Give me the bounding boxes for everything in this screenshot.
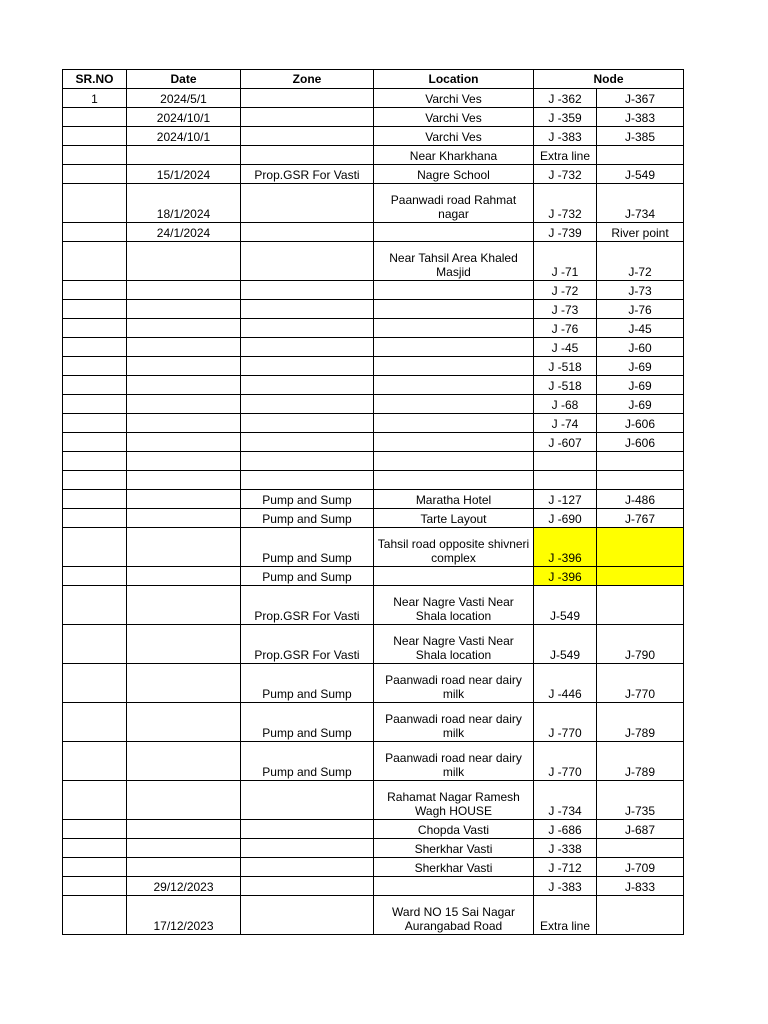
node-from-cell: J -362	[534, 89, 597, 108]
node-from-cell: J -732	[534, 184, 597, 223]
table-row	[63, 414, 684, 433]
node-to-cell: J-383	[597, 108, 684, 127]
sr-no-cell	[63, 223, 127, 242]
sr-no-cell	[63, 319, 127, 338]
node-from-cell: J -734	[534, 781, 597, 820]
zone-cell	[241, 242, 374, 281]
sr-no-cell: 1	[63, 89, 127, 108]
node-to-cell: J-790	[597, 625, 684, 664]
location-cell: Varchi Ves	[374, 108, 534, 127]
sr-no-cell	[63, 184, 127, 223]
location-cell	[374, 357, 534, 376]
node-from-cell: J -127	[534, 490, 597, 509]
table-row	[63, 664, 684, 703]
location-cell: Nagre School	[374, 165, 534, 184]
zone-cell: Prop.GSR For Vasti	[241, 586, 374, 625]
sr-no-cell	[63, 586, 127, 625]
node-to-cell	[597, 896, 684, 935]
location-cell	[374, 281, 534, 300]
table-row	[63, 242, 684, 281]
sr-no-cell	[63, 433, 127, 452]
table-row	[63, 89, 684, 108]
zone-cell	[241, 452, 374, 471]
table-row	[63, 742, 684, 781]
zone-cell	[241, 896, 374, 935]
table-row	[63, 165, 684, 184]
date-cell: 2024/10/1	[127, 108, 241, 127]
date-cell: 18/1/2024	[127, 184, 241, 223]
location-cell	[374, 300, 534, 319]
node-from-cell: J -68	[534, 395, 597, 414]
sr-no-cell	[63, 490, 127, 509]
node-from-cell: J -396	[534, 528, 597, 567]
sr-no-cell	[63, 567, 127, 586]
zone-cell	[241, 223, 374, 242]
node-from-cell: J -338	[534, 839, 597, 858]
date-cell	[127, 839, 241, 858]
location-cell: Sherkhar Vasti	[374, 839, 534, 858]
location-cell: Varchi Ves	[374, 127, 534, 146]
node-to-cell	[597, 528, 684, 567]
node-from-cell: J -518	[534, 357, 597, 376]
zone-cell	[241, 376, 374, 395]
sr-no-cell	[63, 146, 127, 165]
node-from-cell: J -732	[534, 165, 597, 184]
zone-cell: Prop.GSR For Vasti	[241, 625, 374, 664]
node-from-cell: J -770	[534, 703, 597, 742]
zone-cell	[241, 820, 374, 839]
node-to-cell	[597, 452, 684, 471]
zone-cell	[241, 839, 374, 858]
zone-cell	[241, 300, 374, 319]
location-cell	[374, 567, 534, 586]
sr-no-cell	[63, 395, 127, 414]
table-row	[63, 781, 684, 820]
location-cell: Near Nagre Vasti Near Shala location	[374, 586, 534, 625]
table-row	[63, 223, 684, 242]
header-row	[63, 70, 684, 89]
location-cell: Ward NO 15 Sai Nagar Aurangabad Road	[374, 896, 534, 935]
sr-no-cell	[63, 839, 127, 858]
node-from-cell: J -72	[534, 281, 597, 300]
table-row	[63, 528, 684, 567]
table-row	[63, 625, 684, 664]
sr-no-cell	[63, 664, 127, 703]
node-from-cell: J -76	[534, 319, 597, 338]
table-row	[63, 357, 684, 376]
location-cell: Near Kharkhana	[374, 146, 534, 165]
location-cell: Varchi Ves	[374, 89, 534, 108]
location-cell: Paanwadi road near dairy milk	[374, 742, 534, 781]
sr-no-cell	[63, 108, 127, 127]
date-cell	[127, 146, 241, 165]
zone-cell: Pump and Sump	[241, 703, 374, 742]
zone-cell	[241, 357, 374, 376]
node-to-cell: J-734	[597, 184, 684, 223]
sr-no-cell	[63, 820, 127, 839]
date-cell	[127, 414, 241, 433]
date-cell	[127, 509, 241, 528]
date-cell	[127, 376, 241, 395]
location-cell	[374, 319, 534, 338]
table-row	[63, 184, 684, 223]
zone-cell: Pump and Sump	[241, 567, 374, 586]
location-cell	[374, 223, 534, 242]
node-to-cell	[597, 839, 684, 858]
table-row	[63, 703, 684, 742]
zone-cell	[241, 414, 374, 433]
date-cell	[127, 242, 241, 281]
sr-no-cell	[63, 781, 127, 820]
zone-cell	[241, 781, 374, 820]
node-from-cell: J -686	[534, 820, 597, 839]
node-to-cell: J-833	[597, 877, 684, 896]
date-cell	[127, 567, 241, 586]
sr-no-cell	[63, 877, 127, 896]
sr-no-cell	[63, 127, 127, 146]
node-from-cell: J -739	[534, 223, 597, 242]
node-from-cell: J -770	[534, 742, 597, 781]
header-node: Node	[534, 70, 684, 89]
date-cell	[127, 319, 241, 338]
table-row	[63, 877, 684, 896]
location-cell	[374, 376, 534, 395]
node-to-cell: J-69	[597, 376, 684, 395]
node-to-cell: J-735	[597, 781, 684, 820]
table-row	[63, 858, 684, 877]
node-to-cell: J-709	[597, 858, 684, 877]
date-cell: 24/1/2024	[127, 223, 241, 242]
table-row	[63, 108, 684, 127]
zone-cell	[241, 281, 374, 300]
date-cell	[127, 357, 241, 376]
location-cell: Maratha Hotel	[374, 490, 534, 509]
sr-no-cell	[63, 376, 127, 395]
node-from-cell: J -518	[534, 376, 597, 395]
table-row	[63, 820, 684, 839]
sr-no-cell	[63, 858, 127, 877]
date-cell	[127, 781, 241, 820]
table-row	[63, 300, 684, 319]
node-from-cell: J-549	[534, 625, 597, 664]
table-row	[63, 490, 684, 509]
table-row	[63, 319, 684, 338]
zone-cell: Pump and Sump	[241, 664, 374, 703]
sr-no-cell	[63, 242, 127, 281]
sr-no-cell	[63, 742, 127, 781]
date-cell	[127, 395, 241, 414]
node-from-cell: J -396	[534, 567, 597, 586]
location-cell: Paanwadi road near dairy milk	[374, 703, 534, 742]
location-cell	[374, 471, 534, 490]
sr-no-cell	[63, 703, 127, 742]
sr-no-cell	[63, 357, 127, 376]
node-from-cell: J -71	[534, 242, 597, 281]
date-cell	[127, 300, 241, 319]
sr-no-cell	[63, 528, 127, 567]
node-from-cell	[534, 452, 597, 471]
table-row	[63, 567, 684, 586]
zone-cell	[241, 858, 374, 877]
zone-cell	[241, 395, 374, 414]
sr-no-cell	[63, 625, 127, 664]
table-row	[63, 146, 684, 165]
date-cell	[127, 586, 241, 625]
sr-no-cell	[63, 281, 127, 300]
date-cell	[127, 433, 241, 452]
node-to-cell	[597, 471, 684, 490]
node-to-cell	[597, 146, 684, 165]
table-row	[63, 896, 684, 935]
date-cell	[127, 703, 241, 742]
node-to-cell: J-45	[597, 319, 684, 338]
zone-cell	[241, 319, 374, 338]
node-from-cell: J -45	[534, 338, 597, 357]
date-cell	[127, 664, 241, 703]
table-row	[63, 433, 684, 452]
location-cell: Rahamat Nagar Ramesh Wagh HOUSE	[374, 781, 534, 820]
node-from-cell: J -446	[534, 664, 597, 703]
zone-cell	[241, 433, 374, 452]
table-row	[63, 281, 684, 300]
date-cell: 2024/5/1	[127, 89, 241, 108]
location-cell	[374, 395, 534, 414]
table-row	[63, 839, 684, 858]
location-cell	[374, 877, 534, 896]
date-cell	[127, 528, 241, 567]
location-cell: Tahsil road opposite shivneri complex	[374, 528, 534, 567]
zone-cell: Pump and Sump	[241, 742, 374, 781]
zone-cell: Pump and Sump	[241, 490, 374, 509]
zone-cell: Pump and Sump	[241, 528, 374, 567]
node-to-cell: J-687	[597, 820, 684, 839]
sr-no-cell	[63, 414, 127, 433]
date-cell	[127, 625, 241, 664]
sr-no-cell	[63, 165, 127, 184]
location-cell	[374, 414, 534, 433]
date-cell	[127, 471, 241, 490]
sr-no-cell	[63, 896, 127, 935]
sr-no-cell	[63, 509, 127, 528]
zone-cell	[241, 127, 374, 146]
node-to-cell: J-549	[597, 165, 684, 184]
node-to-cell: J-789	[597, 703, 684, 742]
node-from-cell: J -690	[534, 509, 597, 528]
header-sr-no: SR.NO	[63, 70, 127, 89]
location-cell: Near Tahsil Area Khaled Masjid	[374, 242, 534, 281]
location-cell	[374, 338, 534, 357]
node-from-cell: Extra line	[534, 146, 597, 165]
node-from-cell: J -73	[534, 300, 597, 319]
table-row	[63, 127, 684, 146]
table-row	[63, 586, 684, 625]
date-cell: 2024/10/1	[127, 127, 241, 146]
date-cell	[127, 452, 241, 471]
date-cell	[127, 490, 241, 509]
zone-cell: Pump and Sump	[241, 509, 374, 528]
location-cell: Paanwadi road near dairy milk	[374, 664, 534, 703]
location-cell: Sherkhar Vasti	[374, 858, 534, 877]
node-to-cell: J-72	[597, 242, 684, 281]
date-cell: 29/12/2023	[127, 877, 241, 896]
node-to-cell: J-60	[597, 338, 684, 357]
node-to-cell: J-770	[597, 664, 684, 703]
location-cell	[374, 452, 534, 471]
sr-no-cell	[63, 300, 127, 319]
header-zone: Zone	[241, 70, 374, 89]
header-location: Location	[374, 70, 534, 89]
node-to-cell: J-486	[597, 490, 684, 509]
node-from-cell: J -383	[534, 877, 597, 896]
sr-no-cell	[63, 338, 127, 357]
zone-cell	[241, 89, 374, 108]
node-to-cell: J-76	[597, 300, 684, 319]
node-to-cell	[597, 567, 684, 586]
sr-no-cell	[63, 452, 127, 471]
node-from-cell: J -712	[534, 858, 597, 877]
zone-cell: Prop.GSR For Vasti	[241, 165, 374, 184]
zone-cell	[241, 108, 374, 127]
node-to-cell: J-606	[597, 433, 684, 452]
node-to-cell: J-73	[597, 281, 684, 300]
node-from-cell: J-549	[534, 586, 597, 625]
location-cell: Near Nagre Vasti Near Shala location	[374, 625, 534, 664]
node-from-cell: J -383	[534, 127, 597, 146]
node-from-cell: J -607	[534, 433, 597, 452]
node-to-cell: J-767	[597, 509, 684, 528]
date-cell: 17/12/2023	[127, 896, 241, 935]
node-from-cell: J -74	[534, 414, 597, 433]
date-cell	[127, 820, 241, 839]
node-to-cell	[597, 586, 684, 625]
date-cell	[127, 742, 241, 781]
zone-cell	[241, 338, 374, 357]
location-cell: Tarte Layout	[374, 509, 534, 528]
zone-cell	[241, 877, 374, 896]
location-cell: Chopda Vasti	[374, 820, 534, 839]
table-row	[63, 376, 684, 395]
node-table	[62, 69, 684, 935]
date-cell	[127, 858, 241, 877]
node-to-cell: J-606	[597, 414, 684, 433]
zone-cell	[241, 146, 374, 165]
date-cell	[127, 281, 241, 300]
table-row	[63, 395, 684, 414]
node-to-cell: J-367	[597, 89, 684, 108]
node-from-cell	[534, 471, 597, 490]
node-from-cell: J -359	[534, 108, 597, 127]
location-cell	[374, 433, 534, 452]
node-to-cell: J-69	[597, 395, 684, 414]
sr-no-cell	[63, 471, 127, 490]
node-to-cell: River point	[597, 223, 684, 242]
node-from-cell: Extra line	[534, 896, 597, 935]
node-to-cell: J-385	[597, 127, 684, 146]
location-cell: Paanwadi road Rahmat nagar	[374, 184, 534, 223]
table-row	[63, 338, 684, 357]
node-to-cell: J-69	[597, 357, 684, 376]
zone-cell	[241, 471, 374, 490]
date-cell	[127, 338, 241, 357]
table-row	[63, 509, 684, 528]
table-row	[63, 471, 684, 490]
node-table-body	[63, 70, 684, 935]
date-cell: 15/1/2024	[127, 165, 241, 184]
node-to-cell: J-789	[597, 742, 684, 781]
header-date: Date	[127, 70, 241, 89]
zone-cell	[241, 184, 374, 223]
table-row	[63, 452, 684, 471]
